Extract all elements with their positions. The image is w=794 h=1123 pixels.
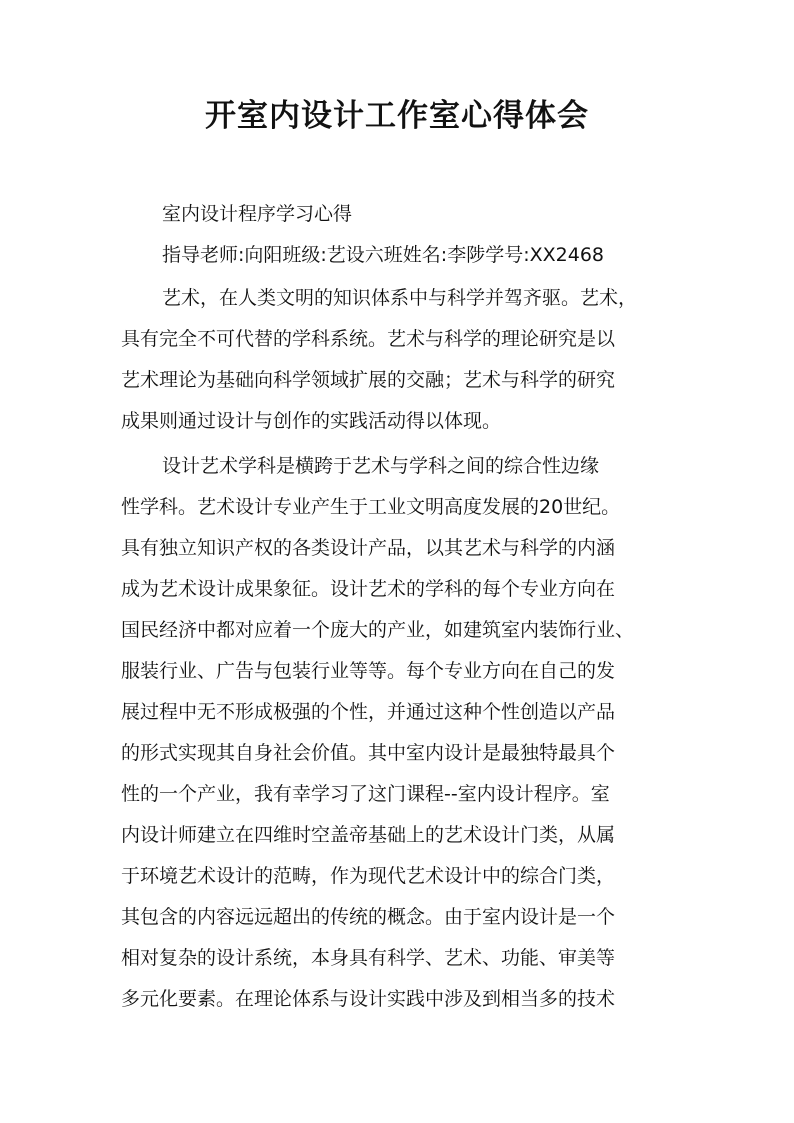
subtitle-line: 室内设计程序学习心得: [162, 203, 353, 225]
paragraph-line: 性的一个产业，我有幸学习了这门课程--室内设计程序。室: [121, 783, 610, 805]
paragraph-line: 于环境艺术设计的范畴，作为现代艺术设计中的综合门类，: [121, 865, 616, 887]
paragraph-line: 的形式实现其自身社会价值。其中室内设计是最独特最具个: [121, 742, 616, 764]
paragraph-line: 国民经济中都对应着一个庞大的产业，如建筑室内装饰行业、: [121, 619, 635, 641]
paragraph-line: 内设计师建立在四维时空盖帝基础上的艺术设计门类，从属: [121, 824, 616, 846]
paragraph-line: 相对复杂的设计系统，本身具有科学、艺术、功能、审美等: [121, 947, 616, 969]
paragraph-line: 成为艺术设计成果象征。设计艺术的学科的每个专业方向在: [121, 578, 616, 600]
paragraph-line: 艺术理论为基础向科学领域扩展的交融；艺术与科学的研究: [121, 369, 616, 391]
paragraph-line: 艺术，在人类文明的知识体系中与科学并驾齐驱。艺术，: [162, 287, 638, 309]
paragraph-line: 其包含的内容远远超出的传统的概念。由于室内设计是一个: [121, 906, 616, 928]
paragraph-line: 多元化要素。在理论体系与设计实践中涉及到相当多的技术: [121, 988, 616, 1010]
document-title: 开室内设计工作室心得体会: [205, 98, 589, 134]
paragraph-line: 成果则通过设计与创作的实践活动得以体现。: [121, 410, 502, 432]
paragraph-line: 设计艺术学科是横跨于艺术与学科之间的综合性边缘: [162, 455, 600, 477]
paragraph-line: 具有完全不可代替的学科系统。艺术与科学的理论研究是以: [121, 328, 616, 350]
paragraph-line: 性学科。艺术设计专业产生于工业文明高度发展的20世纪。: [121, 496, 621, 518]
paragraph-line: 具有独立知识产权的各类设计产品，以其艺术与科学的内涵: [121, 537, 616, 559]
paragraph-line: 服装行业、广告与包装行业等等。每个专业方向在自己的发: [121, 660, 616, 682]
author-info-line: 指导老师:向阳班级:艺设六班姓名:李陟学号:XX2468: [162, 244, 604, 266]
paragraph-line: 展过程中无不形成极强的个性，并通过这种个性创造以产品: [121, 701, 616, 723]
